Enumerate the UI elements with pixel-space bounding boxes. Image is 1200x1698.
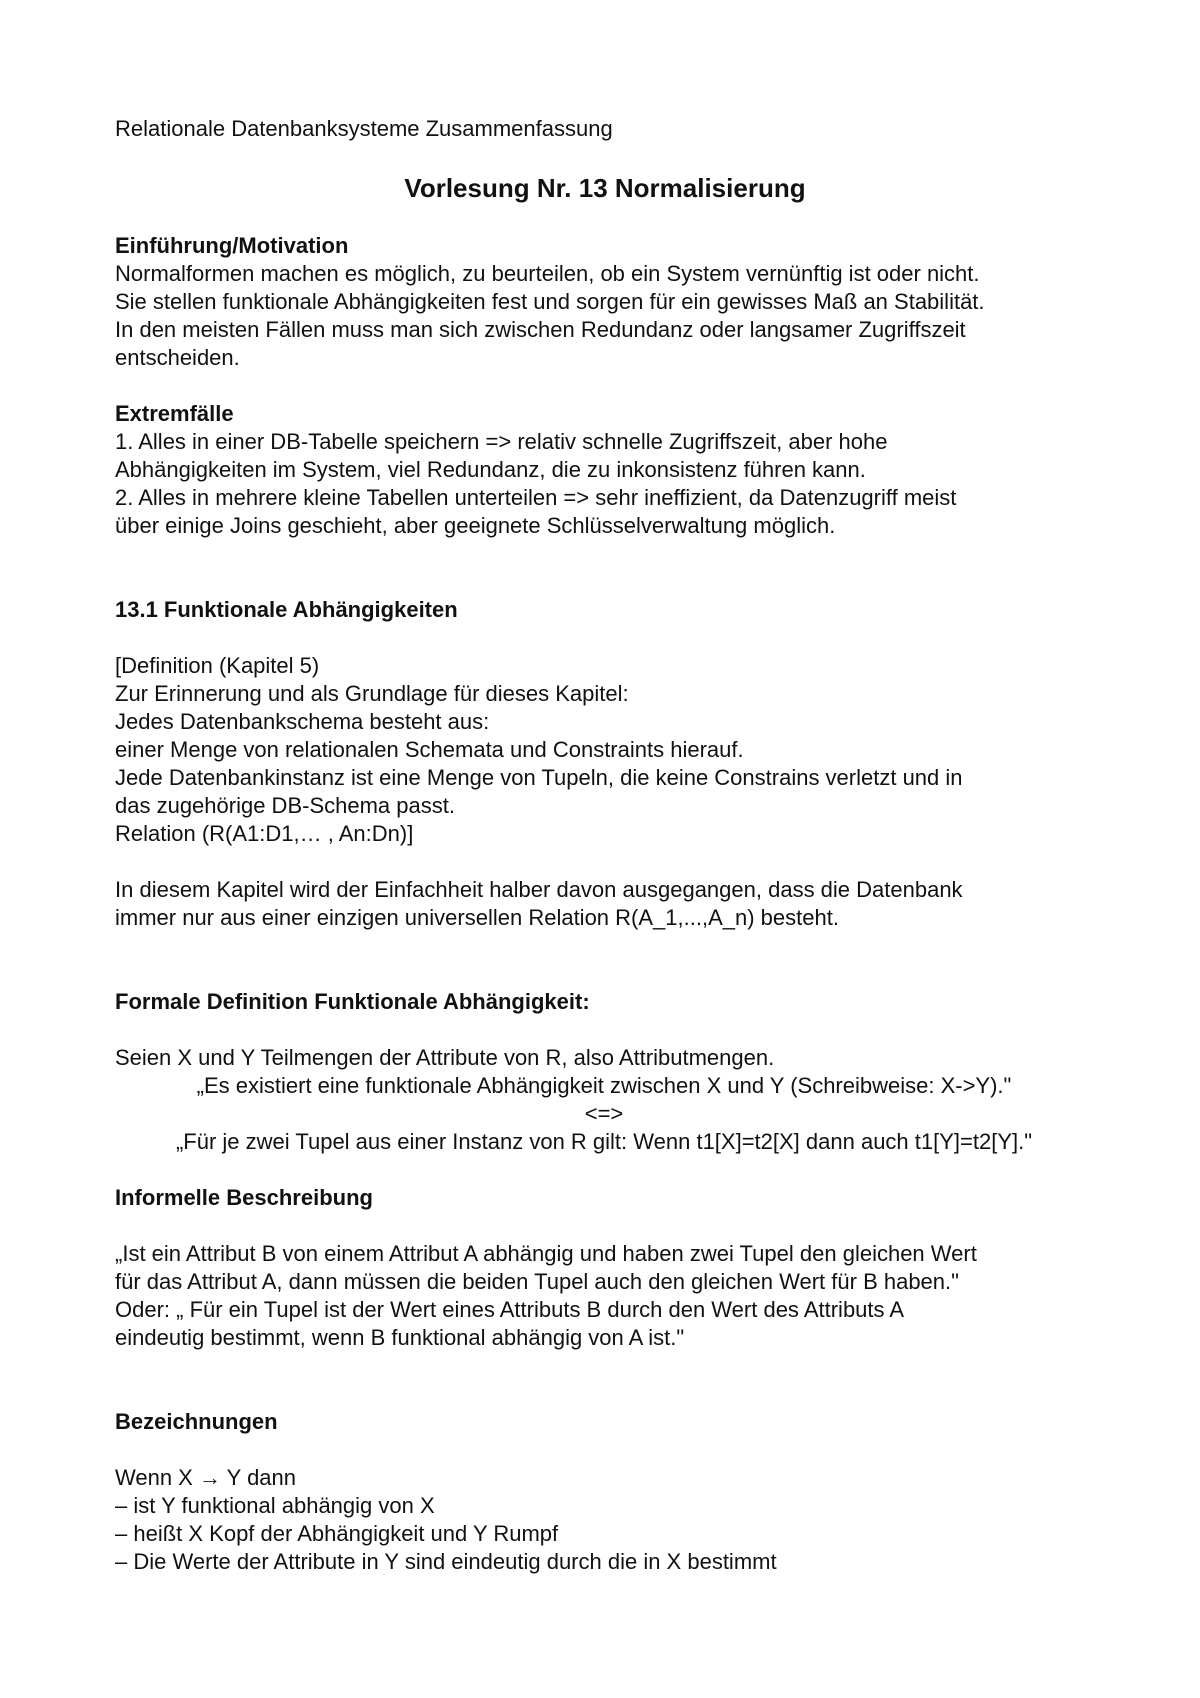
list-item: – ist Y funktional abhängig von X	[115, 1493, 435, 1518]
paragraph-line: „Ist ein Attribut B von einem Attribut A abhängig und haben zwei Tupel den gleichen Wert	[115, 1241, 977, 1266]
list-item: – heißt X Kopf der Abhängigkeit und Y Rumpf	[115, 1521, 559, 1546]
paragraph-line: Wenn X → Y dann	[115, 1465, 297, 1490]
section-heading-formal: Formale Definition Funktionale Abhängigkeit:	[115, 989, 590, 1014]
formal-quote-1: „Es existiert eine funktionale Abhängigkeit zwischen X und Y (Schreibweise: X->Y)."	[196, 1073, 1012, 1098]
paragraph-line: In den meisten Fällen muss man sich zwischen Redundanz oder langsamer Zugriffszeit	[115, 317, 966, 342]
paragraph-line: [Definition (Kapitel 5)	[115, 653, 320, 678]
page-title: Vorlesung Nr. 13 Normalisierung	[404, 173, 806, 203]
section-heading-intro: Einführung/Motivation	[115, 233, 349, 258]
formal-quote-2: „Für je zwei Tupel aus einer Instanz von R gilt: Wenn t1[X]=t2[X] dann auch t1[Y]=t2[Y]."	[175, 1129, 1033, 1154]
paragraph-line: Oder: „ Für ein Tupel ist der Wert eines Attributs B durch den Wert des Attributs A	[115, 1297, 905, 1322]
document-header: Relationale Datenbanksysteme Zusammenfassung	[115, 116, 613, 141]
paragraph-line: eindeutig bestimmt, wenn B funktional abhängig von A ist."	[115, 1325, 685, 1350]
section-heading-13-1: 13.1 Funktionale Abhängigkeiten	[115, 597, 458, 622]
list-item: – Die Werte der Attribute in Y sind eindeutig durch die in X bestimmt	[115, 1549, 777, 1574]
paragraph-line: immer nur aus einer einzigen universellen Relation R(A_1,...,A_n) besteht.	[115, 905, 839, 930]
section-heading-extremes: Extremfälle	[115, 401, 234, 426]
paragraph-line: Normalformen machen es möglich, zu beurteilen, ob ein System vernünftig ist oder nicht.	[115, 261, 980, 286]
paragraph-line: Jedes Datenbankschema besteht aus:	[115, 709, 490, 734]
paragraph-line: Seien X und Y Teilmengen der Attribute von R, also Attributmengen.	[115, 1045, 775, 1070]
paragraph-line: Abhängigkeiten im System, viel Redundanz, die zu inkonsistenz führen kann.	[115, 457, 866, 482]
paragraph-line: einer Menge von relationalen Schemata und Constraints hierauf.	[115, 737, 744, 762]
section-heading-terms: Bezeichnungen	[115, 1409, 278, 1434]
paragraph-line: für das Attribut A, dann müssen die beiden Tupel auch den gleichen Wert für B haben."	[115, 1269, 959, 1294]
section-heading-informal: Informelle Beschreibung	[115, 1185, 373, 1210]
paragraph-line: über einige Joins geschieht, aber geeignete Schlüsselverwaltung möglich.	[115, 513, 836, 538]
paragraph-line: Zur Erinnerung und als Grundlage für dieses Kapitel:	[115, 681, 629, 706]
paragraph-line: 2. Alles in mehrere kleine Tabellen unterteilen => sehr ineffizient, da Datenzugriff meist	[115, 485, 957, 510]
paragraph-line: Relation (R(A1:D1,… , An:Dn)]	[115, 821, 414, 846]
paragraph-line: Sie stellen funktionale Abhängigkeiten fest und sorgen für ein gewisses Maß an Stabilität.	[115, 289, 985, 314]
paragraph-line: entscheiden.	[115, 345, 240, 370]
paragraph-line: In diesem Kapitel wird der Einfachheit halber davon ausgegangen, dass die Datenbank	[115, 877, 963, 902]
paragraph-line: Jede Datenbankinstanz ist eine Menge von Tupeln, die keine Constrains verletzt und in	[115, 765, 963, 790]
paragraph-line: 1. Alles in einer DB-Tabelle speichern => relativ schnelle Zugriffszeit, aber hohe	[115, 429, 888, 454]
paragraph-line: das zugehörige DB-Schema passt.	[115, 793, 455, 818]
equivalence-symbol: <=>	[584, 1101, 624, 1126]
